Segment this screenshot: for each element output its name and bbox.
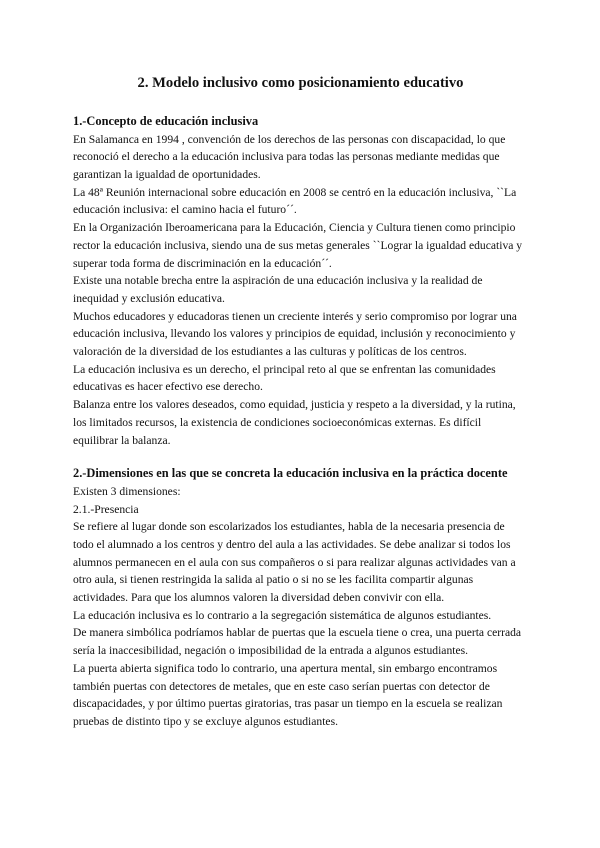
- paragraph: De manera simbólica podríamos hablar de puertas que la escuela tiene o crea, una puerta cerrada sería la inaccesibilidad, negación o imposibilidad de la entrada a algunos estudiantes.: [73, 626, 522, 658]
- paragraph: Balanza entre los valores deseados, como equidad, justicia y respeto a la diversidad, y la rutina, los limitados recursos, la existencia de condiciones socioeconómicas externas. Es difícil equilibrar la balanza.: [73, 398, 516, 447]
- subsection-2-1-heading: 2.1.-Presencia: [73, 502, 139, 516]
- paragraph: Se refiere al lugar donde son escolarizados los estudiantes, habla de la necesaria presencia de todo el alumnado a los centros y dentro del aula a las actividades. Se debe analizar si todos los alumnos permanecen en el aula con sus compañeros o si para realizar algunas actividades van a otro aula, si tienen restringida la salida al patio o si no se les facilita compartir algunas actividades. Para que los alumnos valoren la diversidad deben convivir con ella.: [73, 520, 516, 605]
- paragraph: En la Organización Iberoamericana para la Educación, Ciencia y Cultura tienen como principio rector la educación inclusiva, siendo una de sus metas generales ``Lograr la igualdad educativa y superar toda forma de discriminación en la educación´´.: [73, 221, 523, 270]
- section-1-heading: 1.-Concepto de educación inclusiva: [73, 114, 259, 128]
- section-2-intro: Existen 3 dimensiones:: [73, 484, 181, 498]
- paragraph: La educación inclusiva es lo contrario a la segregación sistemática de algunos estudiantes.: [73, 608, 492, 622]
- paragraph: La 48ª Reunión internacional sobre educación en 2008 se centró en la educación inclusiva, ``La educación inclusiva: el camino hacia el futuro´´.: [73, 185, 517, 217]
- section-2-heading: 2.-Dimensiones en las que se concreta la educación inclusiva en la práctica docente: [73, 466, 508, 481]
- paragraph: En Salamanca en 1994 , convención de los derechos de las personas con discapacidad, lo que reconoció el derecho a la educación inclusiva para todas las personas mediante medidas que garantizan la igualdad de oportunidades.: [73, 132, 506, 181]
- paragraph: Existe una notable brecha entre la aspiración de una educación inclusiva y la realidad de inequidad y exclusión educativa.: [73, 274, 483, 305]
- paragraph: La educación inclusiva es un derecho, el principal reto al que se enfrentan las comunidades educativas es hacer efectivo ese derecho.: [73, 362, 496, 394]
- document-body: [73, 74, 528, 731]
- document-title: 2. Modelo inclusivo como posicionamiento educativo: [137, 75, 464, 91]
- paragraph: Muchos educadores y educadoras tienen un creciente interés y serio compromiso por lograr una educación inclusiva, llevando los valores y principios de equidad, inclusión y reconocimiento y valoración de la diversidad de los estudiantes a las culturas y políticas de los centros.: [73, 309, 517, 359]
- paragraph: La puerta abierta significa todo lo contrario, una apertura mental, sin embargo encontramos también puertas con detectores de metales, que en este caso serían puertas con detector de discapacidades, y por último puertas giratorias, tras pasar un tiempo en la escuela se realizan pruebas de distinto tipo y se excluye algunos estudiantes.: [73, 661, 503, 728]
